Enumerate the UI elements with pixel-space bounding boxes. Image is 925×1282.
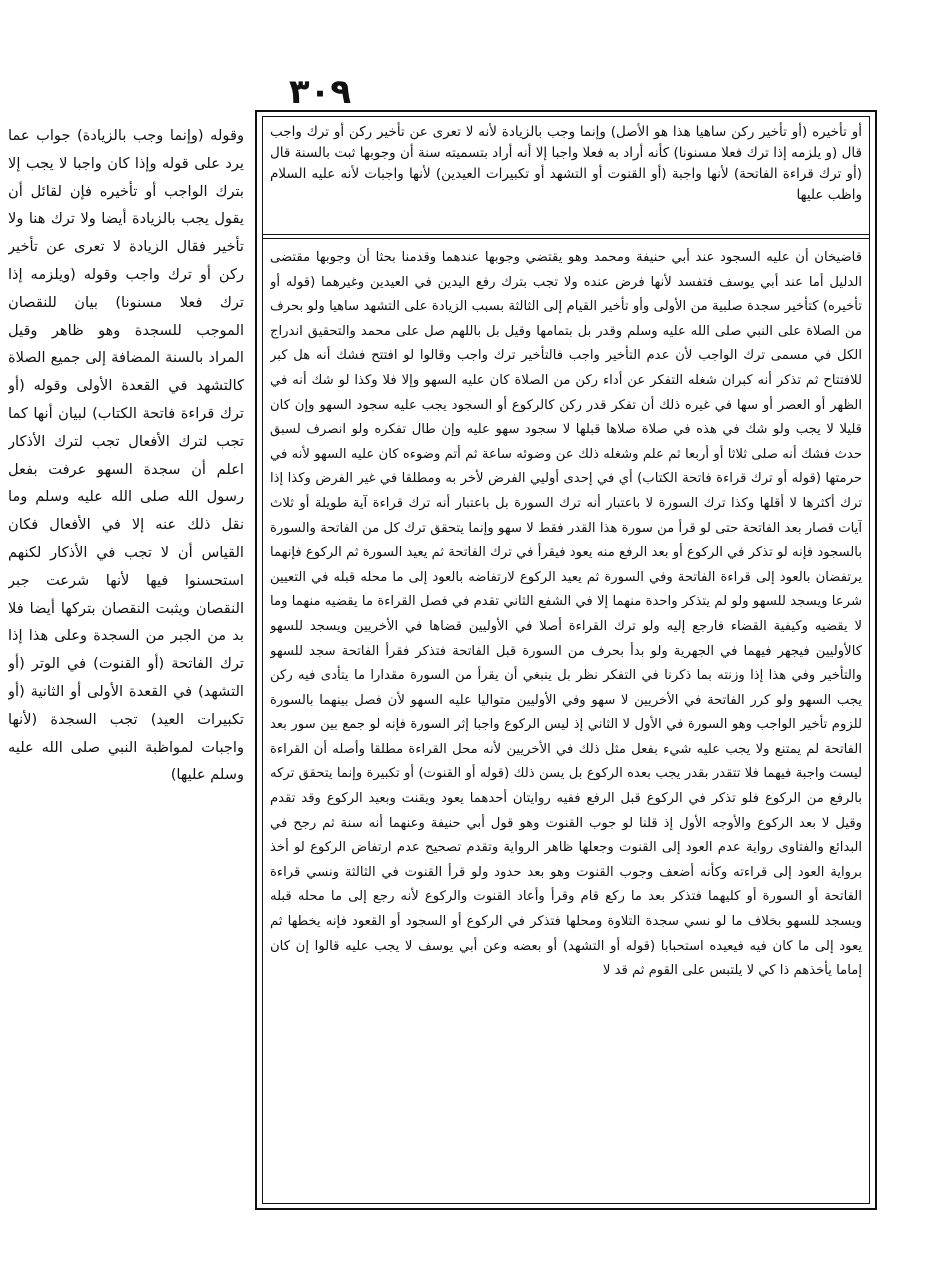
text-divider-bottom bbox=[262, 238, 870, 239]
margin-note-paragraph: وقوله (وإنما وجب بالزيادة) جواب عما يرد على قوله وإذا كان واجبا لا يجب إلا بترك الواجب أو تأخيره فإن لقائل أن يقول يجب بالزيادة أيضا ولا ترك هنا ولا تأخير فقال الزيادة لا تعرى عن تأخير ركن أو ترك واجب وقوله (ويلزمه إذا ترك فعلا مسنونا) بيان للنقصان الموجب للسجدة وهو ظاهر وقيل المراد بالسنة المضافة إلى جميع الصلاة كالتشهد في القعدة الأولى وقوله (أو ترك قراءة فاتحة الكتاب) لبيان أنها كما تجب لترك الأفعال تجب لترك الأذكار اعلم أن سجدة السهو عرفت بفعل رسول الله صلى الله عليه وسلم وما نقل ذلك عنه إلا في الأفعال فكان القياس أن لا تجب في الأذكار لكنهم استحسنوا فيها لأنها شرعت جبر النقصان ويثبت النقصان بتركها أيضا فلا بد من الجبر من السجدة وعلى هذا إذا ترك الفاتحة (أو القنوت) في الوتر (أو التشهد) في القعدة الأولى أو الثانية (أو تكبيرات العيد) تجب السجدة (لأنها واجبات لمواظبة النبي صلى الله عليه وسلم عليها) bbox=[8, 127, 244, 784]
text-divider-top bbox=[262, 234, 870, 235]
page-number: ٣٠٩ bbox=[288, 72, 352, 112]
main-text-paragraph: أو تأخيره (أو تأخير ركن ساهيا هذا هو الأصل) وإنما وجب بالزيادة لأنه لا تعرى عن تأخير ركن أو ترك واجب قال (و يلزمه إذا ترك فعلا مسنونا) كأنه أراد به فعلا واجبا إلا أنه أراد بتسميته سنة أن وجوبها ثبت بالسنة قال (أو ترك قراءة الفاتحة) لأنها واجبة (أو القنوت أو التشهد أو تكبيرات العيدين) لأنها واجبات لأنه عليه السلام واظب عليها bbox=[270, 124, 862, 203]
commentary-text bbox=[270, 246, 862, 1198]
main-text bbox=[270, 122, 862, 230]
commentary-paragraph: قاضيخان أن عليه السجود عند أبي حنيفة ومحمد وهو يقتضي وجوبها عندهما وقدمنا بحثا أن وجوبها مقتضى الدليل أما عند أبي يوسف فتفسد لأنها فرض عنده ولا تجب بترك رفع اليدين في العيدين وغيرهما (قوله أو تأخيره) كتأخير سجدة صلبية من الأولى وأو تأخير القيام إلى الثالثة بسبب الزيادة على التشهد ساهيا ولو بحرف من الصلاة على النبي صلى الله عليه وسلم وقدر بل بتمامها وقيل بل باللهم صل على محمد والتحقيق اندراج الكل في مسمى ترك الواجب لأن عدم التأخير واجب فالتأخير ترك واجب وقالوا لو افتتح فشك أنه هل كبر للافتتاح ثم تذكر أنه كبران شغله التفكر عن أداء ركن من الصلاة كان عليه السهو وإلا فلا وكذا لو شك أنه في الظهر أو العصر أو سها في غيره ذلك أن تفكر قدر ركن كالركوع أو السجود يجب عليه سجود السهو وإن كان قليلا لا يجب ولو شك في هذه في صلاة صلاها قبلها لا سجود سهو عليه وإن طال تفكره ولو انصرف لسبق حدث فشك أنه صلى ثلاثا أو أربعا ثم علم وشغله ذلك عن وضوئه ساعة ثم أتم وضوءه كان عليه السهو لأنه في حرمتها (قوله أو ترك قراءة فاتحة الكتاب) أي في إحدى أوليي الفرض لأخر به ومطلقا في غير الفرض وكذا إذا ترك أكثرها لا أقلها وكذا ترك السورة لا باعتبار أنه ترك السورة بل باعتبار أنه ترك قراءة آية طويلة أو ثلاث آيات قصار بعد الفاتحة حتى لو قرأ من سورة هذا القدر فقط لا سهو وإنما يتحقق ترك كل من الفاتحة والسورة بالسجود فإنه لو تذكر في الركوع أو بعد الرفع منه يعود فيقرأ في ترك الفاتحة ثم يعيد السورة ثم الركوع فإنهما يرتفضان بالعود إلى قراءة الفاتحة وفي السورة ثم يعيد الركوع لارتفاضه بالعود إلى ما محله قبله في التعيين شرعا ويسجد للسهو ولو لم يتذكر واحدة منهما إلا في الشفع الثاني تقدم في فصل القراءة ما يقضيه منهما وما لا يقضيه وكيفية القضاء فارجع إليه ولو ترك القراءة أصلا في الأوليين قضاها في الأخريين ويسجد للسهو كالأوليين فيجهر فيهما في الجهرية ولو بدأ بحرف من السورة قبل الفاتحة فتذكر فقرأ الفاتحة سجد للسهو والتأخير وفي هذا إذا وزنته بما ذكرنا في التفكر نظر بل ينبغي أن يقرأ من السورة مقدارا ما يتأدى فيه ركن يجب السهو ولو كرر الفاتحة في الأخريين لا سهو وفي الأوليين متواليا عليه السهو لأن فصل بينهما بالسورة للزوم تأخير الواجب وهو السورة في الأول لا الثاني إذ ليس الركوع واجبا إثر السورة فإنه لو جمع بين سور بعد الفاتحة لم يمتنع ولا يجب عليه شيء بفعل مثل ذلك في الأخريين لأنه محل القراءة مطلقا وأصله أن القراءة ليست واجبة فيهما فلا تتقدر بقدر يجب بعده الركوع بل يسن ذلك (قوله أو القنوت) أو تكبيرة وإنما يتحقق تركه بالرفع من الركوع فلو تذكر في الركوع قبل الرفع ففيه روايتان أحدهما يعود ويقنت وبعيد الركوع وقد تقدم وقيل لا بعد الركوع والأوجه الأول إذ قلنا لو جوب القنوت وهو قول أبي حنيفة وعنهما أنه سنة ثم رجح في البدائع والفتاوى رواية عدم العود إلى القنوت وجعلها ظاهر الرواية وتقدم تصحيح عدم ارتفاض الركوع لو أخذ برواية العود إلى قراءته وكأنه أضعف وجوب القنوت وهو بعد حدود ولو قرأ القنوت في الثالثة ونسي قراءة الفاتحة أو السورة أو كليهما فتذكر بعد ما ركع قام وقرأ وأعاد القنوت والركوع لأنه رجع إلى ما محله قبله ويسجد للسهو بخلاف ما لو نسي سجدة التلاوة ومحلها فتذكر في الركوع أو السجود أو القعود فإنه يخطها ثم يعود إلى ما كان فيه فيعيده استحبابا (قوله أو التشهد) أو بعضه وعن أبي يوسف لا يجب عليه قالوا إن كان إماما يأخذهم ذا كي لا يلتبس على القوم ثم قد لا bbox=[270, 250, 862, 979]
margin-note bbox=[8, 122, 244, 1202]
